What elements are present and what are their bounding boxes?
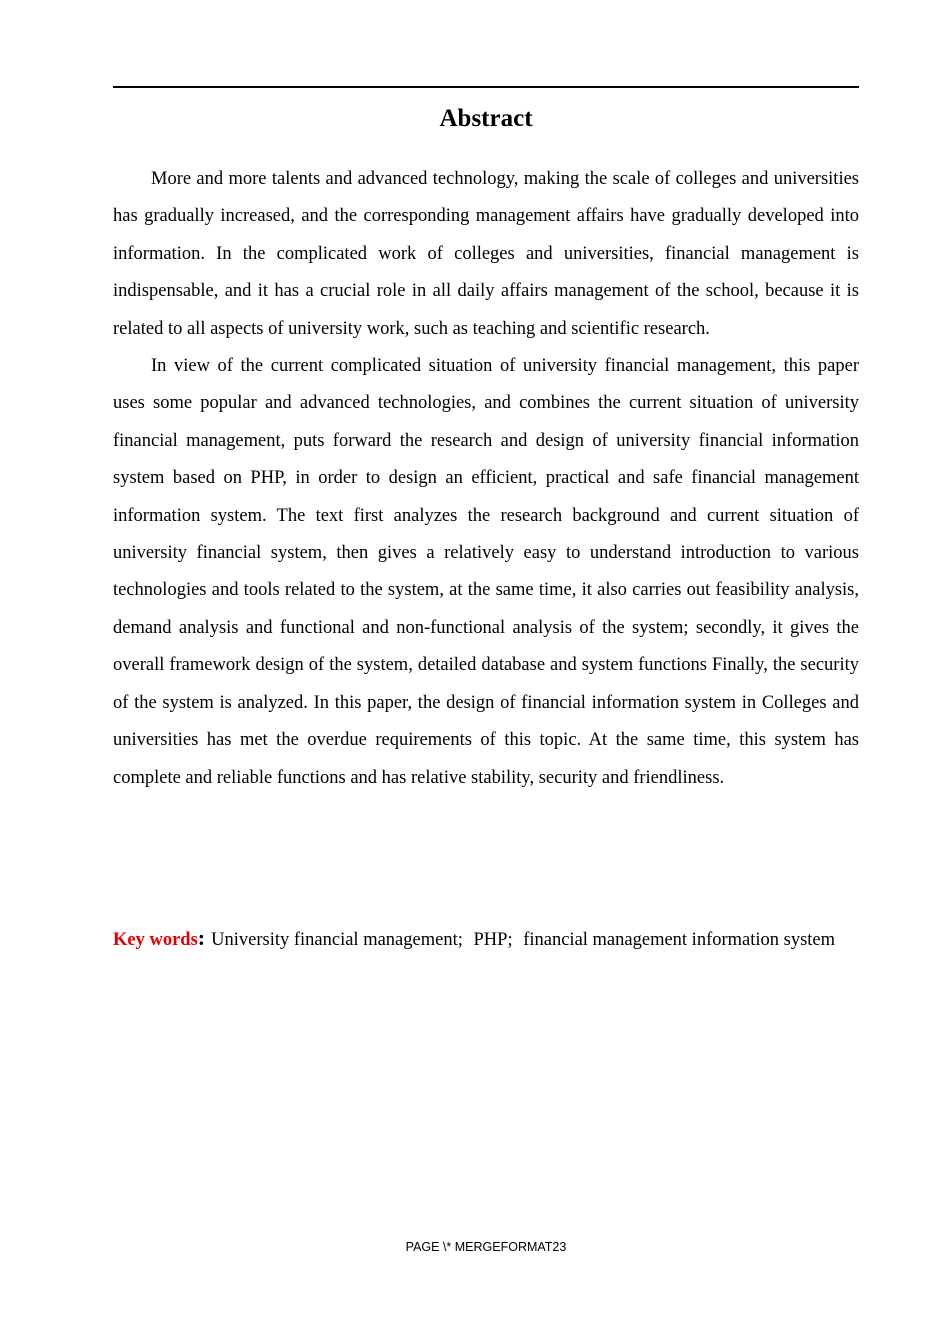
abstract-paragraph-2: In view of the current complicated situation of university financial management, this paper uses some popular and advanced technologies, and combines the current situation of university financial management, puts forward the research and design of university financial information system based on PHP, in order to design an efficient, practical and safe financial management information system. The text first analyzes the research background and current situation of university financial system, then gives a relatively easy to understand introduction to various technologies and tools related to the system, at the same time, it also carries out feasibility analysis, demand analysis and functional and non-functional analysis of the system; secondly, it gives the overall framework design of the system, detailed database and system functions Finally, the security of the system is analyzed. In this paper, the design of financial information system in Colleges and universities has met the overdue requirements of this topic. At the same time, this system has complete and reliable functions and has relative stability, security and friendliness. — [113, 356, 859, 788]
keywords-colon: : — [197, 925, 206, 950]
header-rule — [113, 86, 859, 88]
page-footer: PAGE \* MERGEFORMAT23 — [405, 1240, 567, 1254]
keywords-line — [113, 919, 873, 959]
abstract-paragraph-1: More and more talents and advanced technology, making the scale of colleges and universities has gradually increased, and the corresponding management affairs have gradually developed into information. In the complicated work of colleges and universities, financial management is indispensable, and it has a crucial role in all daily affairs management of the school, because it is related to all aspects of university work, such as teaching and scientific research. — [113, 169, 859, 339]
keyword-separator: ; — [457, 930, 463, 950]
keyword-item: University financial management — [211, 930, 458, 950]
abstract-body — [113, 161, 859, 797]
keywords-label: Key words — [113, 930, 198, 950]
keyword-item: financial management information system — [523, 930, 836, 950]
keyword-separator: ; — [507, 930, 513, 950]
keyword-item: PHP — [473, 930, 508, 950]
page-title: Abstract — [439, 105, 533, 132]
